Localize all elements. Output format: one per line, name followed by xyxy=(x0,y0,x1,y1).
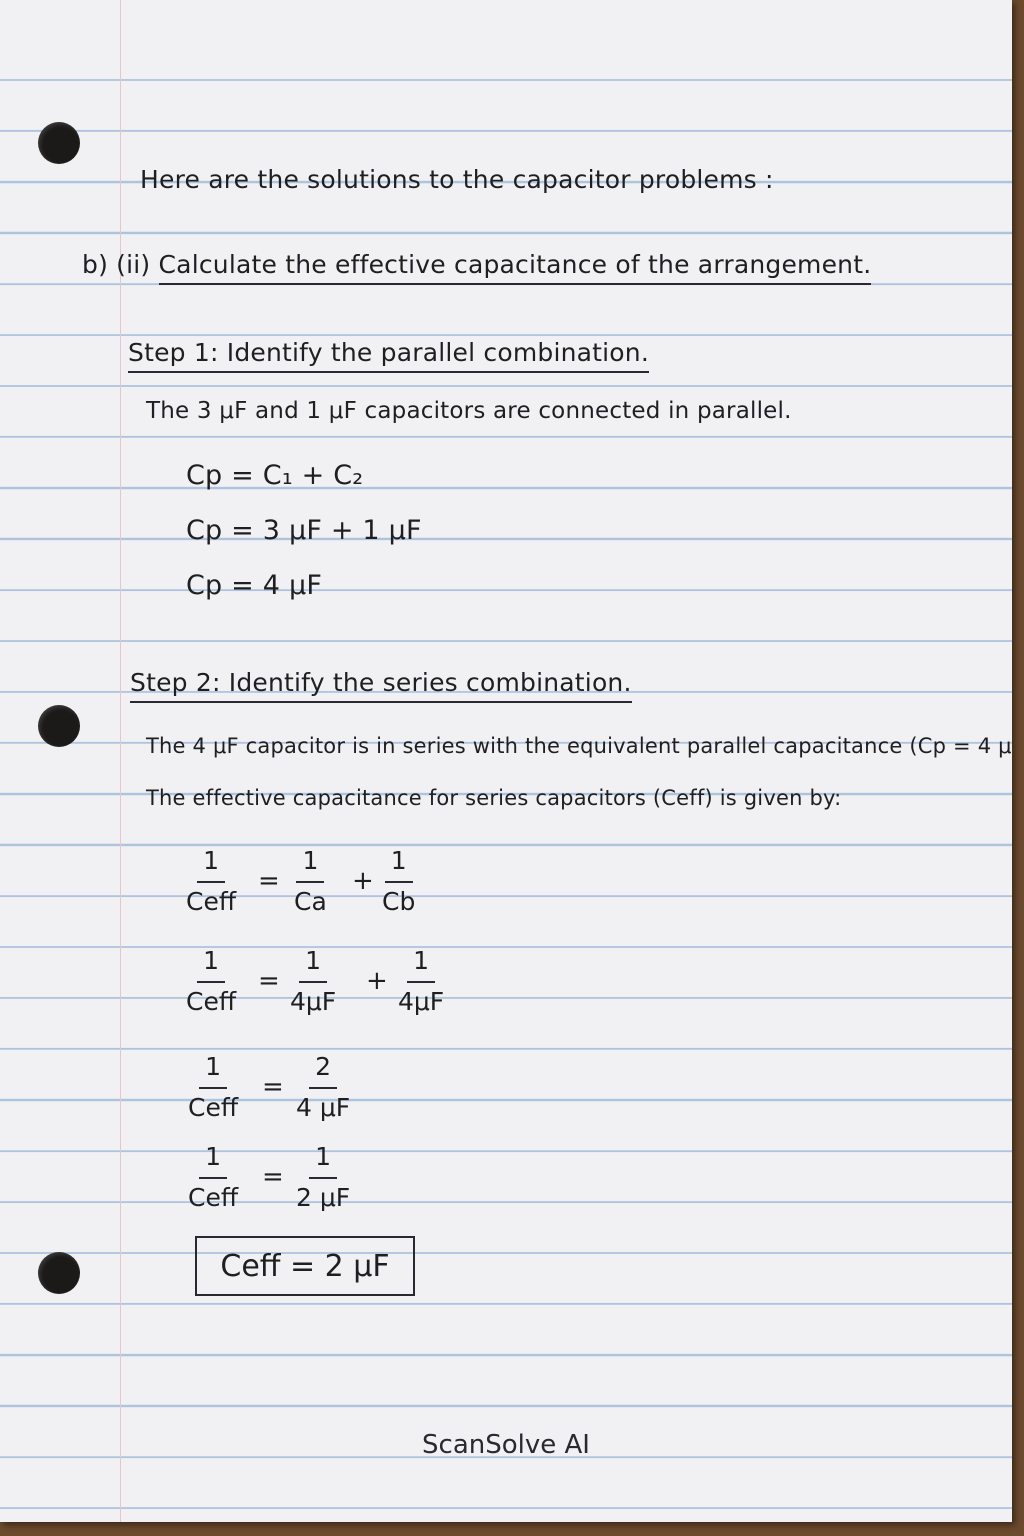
eq2-term1-fraction xyxy=(290,946,336,1016)
eq4-lhs-numerator: 1 xyxy=(199,1142,227,1179)
watermark-footer: ScanSolve AI xyxy=(422,1430,590,1460)
eq2-lhs-fraction xyxy=(186,946,236,1016)
step1-heading xyxy=(128,338,649,367)
eq2-plus: + xyxy=(366,966,388,996)
step1-equation-2: Cp = 3 μF + 1 μF xyxy=(186,515,422,546)
eq2-term1-numerator: 1 xyxy=(299,946,327,983)
eq2-lhs-numerator: 1 xyxy=(197,946,225,983)
eq2-lhs-denominator: Ceff xyxy=(186,987,237,1016)
eq4-lhs-fraction xyxy=(188,1142,238,1212)
question-prefix: b) (ii) xyxy=(82,250,151,279)
intro-text: Here are the solutions to the capacitor problems : xyxy=(140,165,774,194)
step2-description-1: The 4 μF capacitor is in series with the equivalent parallel capacitance (Cp = 4 μ xyxy=(146,734,1012,758)
binder-hole-middle xyxy=(38,705,80,747)
eq3-lhs-denominator: Ceff xyxy=(188,1093,239,1122)
margin-line xyxy=(120,0,121,1522)
step1-description: The 3 μF and 1 μF capacitors are connected in parallel. xyxy=(146,398,792,424)
eq1-term1-fraction xyxy=(294,846,327,916)
question-text: Calculate the effective capacitance of the arrangement. xyxy=(159,250,872,285)
eq4-rhs-numerator: 1 xyxy=(309,1142,337,1179)
eq1-lhs-denominator: Ceff xyxy=(186,887,237,916)
eq4-lhs-denominator: Ceff xyxy=(188,1183,239,1212)
eq3-rhs-fraction xyxy=(296,1052,350,1122)
final-answer-box xyxy=(195,1236,415,1296)
step2-heading-text: Step 2: Identify the series combination. xyxy=(130,668,632,703)
eq2-term2-numerator: 1 xyxy=(407,946,435,983)
question-line xyxy=(82,250,871,279)
eq3-lhs-numerator: 1 xyxy=(199,1052,227,1089)
eq1-term1-denominator: Ca xyxy=(294,887,327,916)
eq3-rhs-numerator: 2 xyxy=(309,1052,337,1089)
eq1-equals: = xyxy=(258,866,280,896)
eq2-term1-denominator: 4μF xyxy=(290,987,337,1016)
step1-heading-text: Step 1: Identify the parallel combination. xyxy=(128,338,649,373)
eq2-term2-denominator: 4μF xyxy=(398,987,445,1016)
step2-description-2: The effective capacitance for series capacitors (Ceff) is given by: xyxy=(146,786,842,810)
eq4-rhs-denominator: 2 μF xyxy=(296,1183,351,1212)
eq1-term2-numerator: 1 xyxy=(385,846,413,883)
eq3-lhs-fraction xyxy=(188,1052,238,1122)
final-answer: Ceff = 2 μF xyxy=(220,1248,390,1284)
eq4-equals: = xyxy=(262,1162,284,1192)
eq1-term2-denominator: Cb xyxy=(382,887,416,916)
eq2-term2-fraction xyxy=(398,946,444,1016)
binder-hole-bottom xyxy=(38,1252,80,1294)
eq1-term2-fraction xyxy=(382,846,415,916)
eq1-lhs-numerator: 1 xyxy=(197,846,225,883)
step1-equation-3: Cp = 4 μF xyxy=(186,570,323,601)
eq3-equals: = xyxy=(262,1072,284,1102)
eq2-equals: = xyxy=(258,966,280,996)
eq1-lhs-fraction xyxy=(186,846,236,916)
binder-hole-top xyxy=(38,122,80,164)
eq1-term1-numerator: 1 xyxy=(296,846,324,883)
eq1-plus: + xyxy=(352,866,374,896)
eq4-rhs-fraction xyxy=(296,1142,350,1212)
step2-heading xyxy=(130,668,632,697)
eq3-rhs-denominator: 4 μF xyxy=(296,1093,351,1122)
step1-equation-1: Cp = C₁ + C₂ xyxy=(186,460,364,491)
